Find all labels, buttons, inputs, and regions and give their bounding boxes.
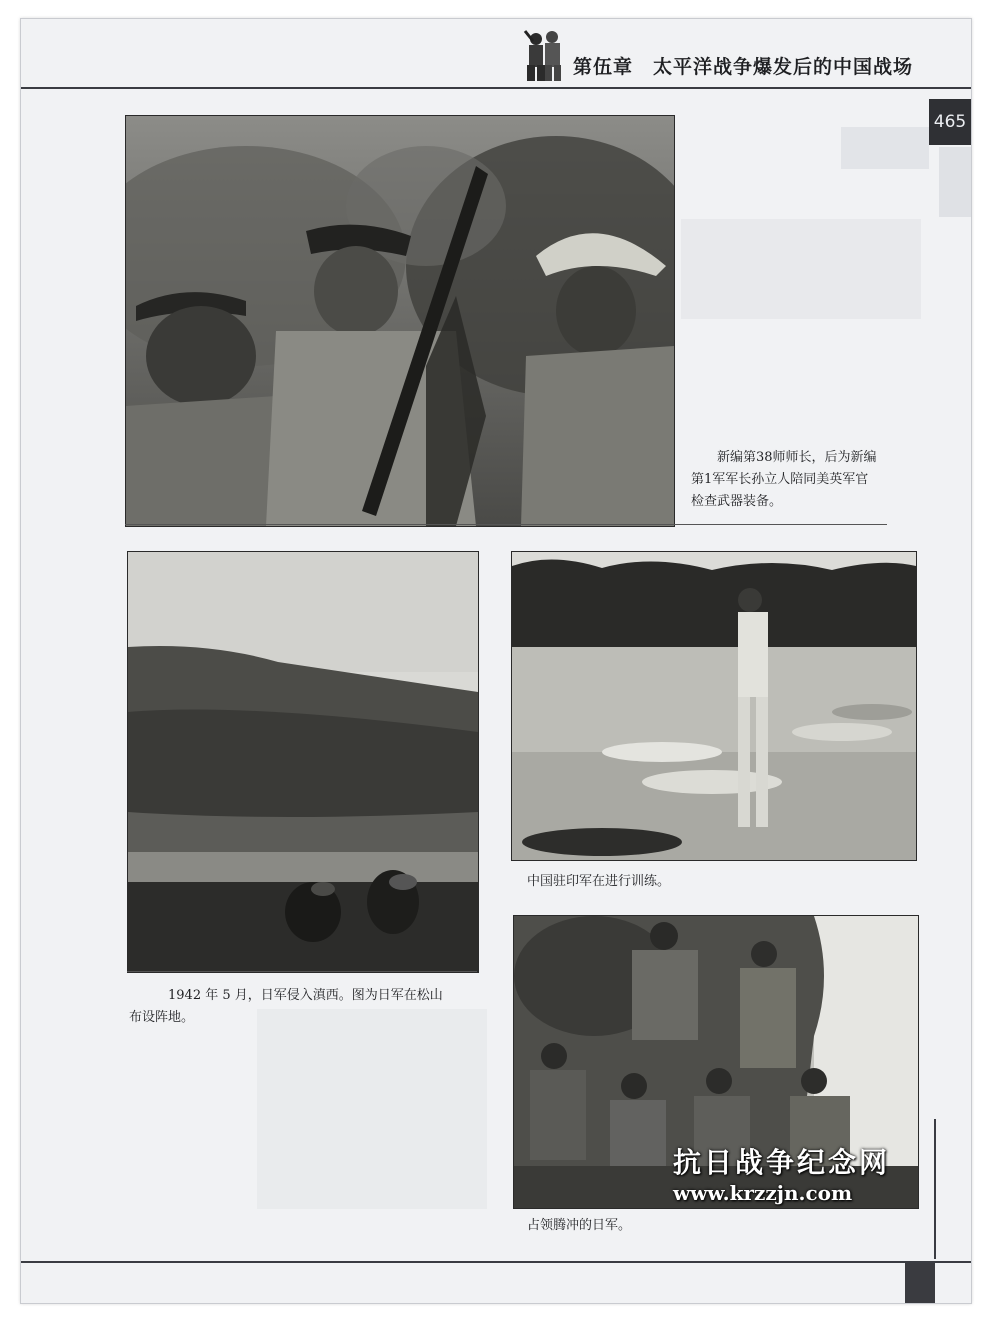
photo-4-caption bbox=[527, 1215, 907, 1237]
caption-line: 布设阵地。 bbox=[129, 1010, 195, 1025]
edge-tab bbox=[939, 147, 971, 217]
footer-tab bbox=[905, 1263, 935, 1303]
footer-rule bbox=[21, 1261, 971, 1263]
watermark-url: www.krzzjn.com bbox=[673, 1181, 853, 1205]
photo-officers-inspecting-rifle bbox=[125, 115, 675, 527]
caption-line: 1942 年 5 月，日军侵入滇西。图为日军在松山 bbox=[168, 988, 443, 1003]
photo-3-caption bbox=[527, 871, 907, 893]
book-page bbox=[20, 18, 972, 1304]
caption-line: 新编第38师师长，后为新编 bbox=[717, 450, 877, 465]
bleed-through-block bbox=[681, 219, 921, 319]
page-number: 465 bbox=[929, 99, 971, 145]
caption-line: 占领腾冲的日军。 bbox=[527, 1218, 632, 1233]
header-rule bbox=[21, 87, 971, 89]
soldiers-emblem-icon bbox=[521, 27, 565, 81]
photo-2-caption bbox=[129, 985, 479, 1029]
caption-rule bbox=[125, 524, 887, 525]
watermark-title: 抗日战争纪念网 bbox=[673, 1146, 891, 1179]
caption-line: 检查武器装备。 bbox=[691, 494, 783, 509]
chapter-title: 太平洋战争爆发后的中国战场 bbox=[653, 56, 914, 78]
bleed-through-block bbox=[257, 1009, 487, 1209]
photo-1-caption bbox=[691, 447, 901, 513]
caption-line: 第1军军长孙立人陪同美英军官 bbox=[691, 472, 869, 487]
bleed-through-block bbox=[841, 127, 929, 169]
photo-songshan-positions bbox=[127, 551, 479, 973]
caption-rule bbox=[127, 971, 477, 972]
side-rule bbox=[934, 1119, 936, 1259]
caption-line: 中国驻印军在进行训练。 bbox=[527, 874, 671, 889]
chapter-label: 第伍章 bbox=[573, 56, 634, 78]
photo-training bbox=[511, 551, 917, 861]
